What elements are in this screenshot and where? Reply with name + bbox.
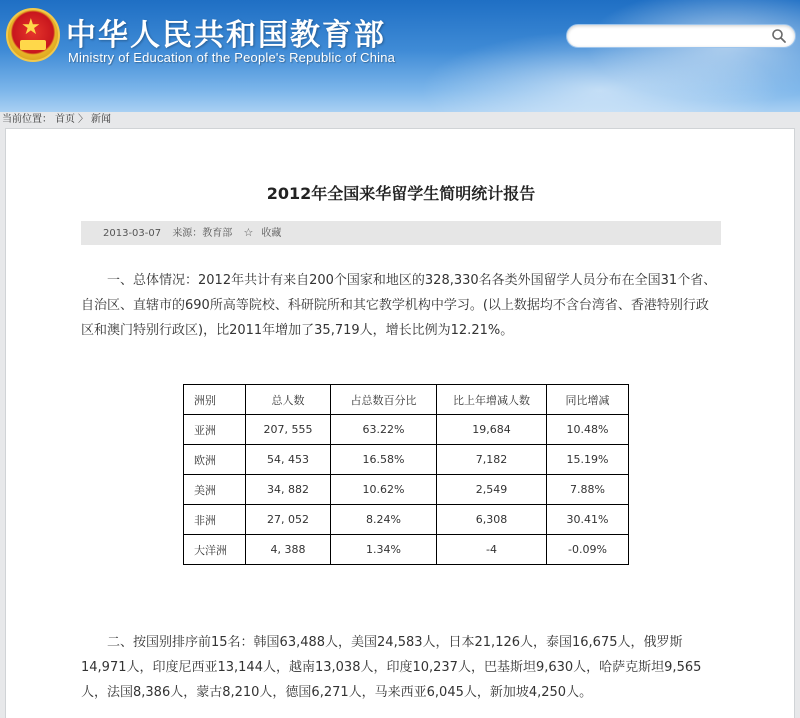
table-cell: 美洲 bbox=[184, 475, 246, 505]
table-cell: 10.62% bbox=[331, 475, 437, 505]
table-header-cell: 占总数百分比 bbox=[331, 385, 437, 415]
search-input[interactable] bbox=[577, 28, 767, 44]
table-cell: 15.19% bbox=[547, 445, 629, 475]
star-icon: ☆ bbox=[243, 226, 254, 239]
table-cell: 10.48% bbox=[547, 415, 629, 445]
table-cell: 7,182 bbox=[437, 445, 547, 475]
table-header-cell: 比上年增减人数 bbox=[437, 385, 547, 415]
breadcrumb-label: 当前位置： bbox=[2, 114, 52, 125]
search-box bbox=[566, 24, 796, 48]
site-header bbox=[0, 0, 800, 112]
table-cell: 34, 882 bbox=[246, 475, 331, 505]
table-cell: 63.22% bbox=[331, 415, 437, 445]
table-cell: 大洋洲 bbox=[184, 535, 246, 565]
table-cell: 6,308 bbox=[437, 505, 547, 535]
table-cell: 2,549 bbox=[437, 475, 547, 505]
site-subtitle: Ministry of Education of the People's Republic of China bbox=[68, 50, 396, 65]
table-row bbox=[184, 445, 629, 475]
favorite-button[interactable] bbox=[244, 228, 290, 239]
article-source: 来源：教育部 bbox=[172, 228, 233, 239]
table-cell: 1.34% bbox=[331, 535, 437, 565]
continent-stats-table bbox=[183, 384, 629, 565]
national-emblem-icon[interactable]: ★ bbox=[6, 8, 60, 62]
article-date: 2013-03-07 bbox=[103, 228, 162, 239]
favorite-label: 收藏 bbox=[261, 228, 282, 239]
table-cell: 亚洲 bbox=[184, 415, 246, 445]
breadcrumb-separator: 〉 bbox=[78, 114, 88, 125]
table-cell: 16.58% bbox=[331, 445, 437, 475]
table-cell: 8.24% bbox=[331, 505, 437, 535]
table-header-cell: 总人数 bbox=[246, 385, 331, 415]
search-icon[interactable] bbox=[771, 28, 787, 44]
table-row bbox=[184, 535, 629, 565]
table-cell: -0.09% bbox=[547, 535, 629, 565]
table-cell: 非洲 bbox=[184, 505, 246, 535]
breadcrumb-home-link[interactable]: 首页 bbox=[55, 114, 75, 125]
article-container bbox=[5, 128, 795, 718]
table-cell: 7.88% bbox=[547, 475, 629, 505]
article-meta-bar bbox=[81, 221, 721, 245]
article-title: 2012年全国来华留学生简明统计报告 bbox=[266, 184, 536, 203]
table-cell: 30.41% bbox=[547, 505, 629, 535]
table-row bbox=[184, 415, 629, 445]
table-cell: 54, 453 bbox=[246, 445, 331, 475]
breadcrumb-current-link[interactable]: 新闻 bbox=[91, 114, 111, 125]
article-paragraph-top-countries: 二、按国别排序前15名：韩国63,488人，美国24,583人，日本21,126人，泰国16,675人，俄罗斯14,971人，印度尼西亚13,144人，越南13,038人，印度10,237人，巴基斯坦9,630人，哈萨克斯坦9,565人，法国8,386人，蒙古8,210人，德国6,271人，马来西亚6,045人，新加坡4,250人。 bbox=[81, 635, 702, 700]
table-cell: 欧洲 bbox=[184, 445, 246, 475]
table-cell: 27, 052 bbox=[246, 505, 331, 535]
table-row bbox=[184, 505, 629, 535]
site-title[interactable]: 中华人民共和国教育部 bbox=[66, 18, 386, 53]
table-cell: 4, 388 bbox=[246, 535, 331, 565]
table-header-row bbox=[184, 385, 629, 415]
article-paragraph-overview: 一、总体情况：2012年共计有来自200个国家和地区的328,330名各类外国留学人员分布在全国31个省、自治区、直辖市的690所高等院校、科研院所和其它教学机构中学习。(以上数据均不含台湾省、香港特别行政区和澳门特别行政区)，比2011年增加了35,719人，增长比例为12.21%。 bbox=[81, 273, 717, 338]
table-header-cell: 同比增减 bbox=[547, 385, 629, 415]
header-glow-right bbox=[560, 0, 800, 112]
table-cell: 207, 555 bbox=[246, 415, 331, 445]
table-row bbox=[184, 475, 629, 505]
table-cell: 19,684 bbox=[437, 415, 547, 445]
table-cell: -4 bbox=[437, 535, 547, 565]
table-header-cell: 洲别 bbox=[184, 385, 246, 415]
